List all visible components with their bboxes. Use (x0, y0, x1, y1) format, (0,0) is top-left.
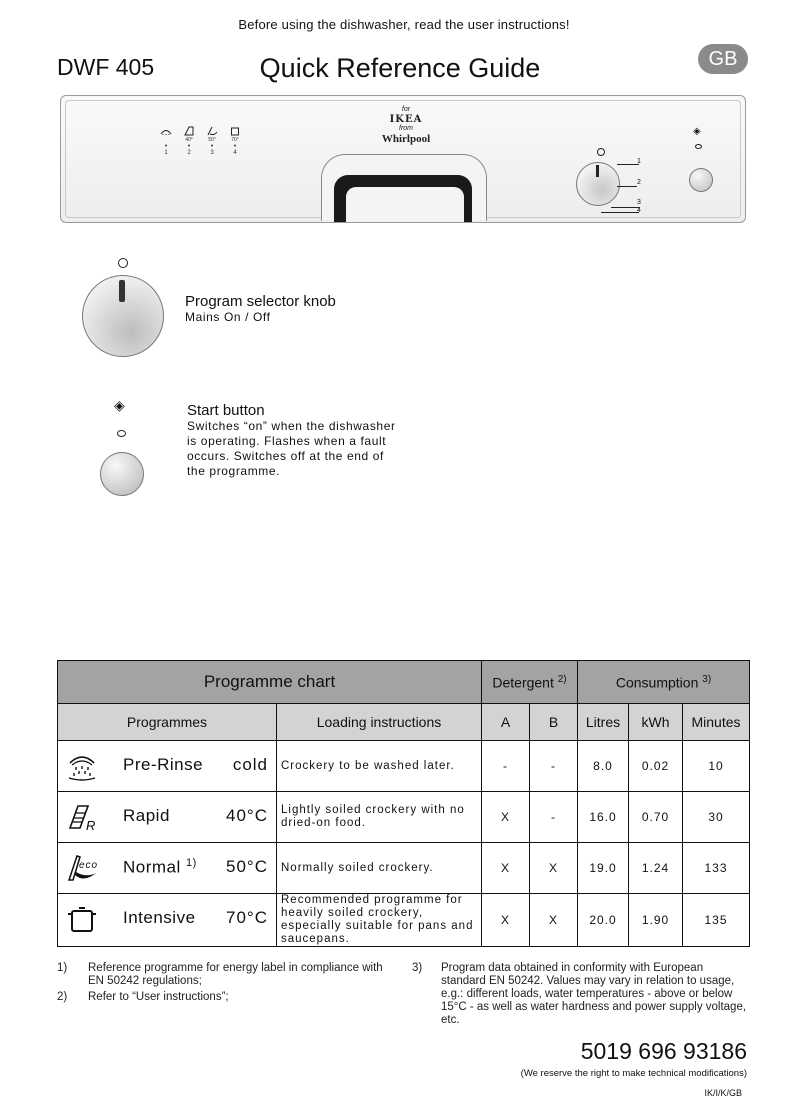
programme-temp: 50°C (226, 857, 268, 876)
selector-knob-small (576, 162, 620, 206)
start-led-small (695, 144, 702, 149)
table-row: eco Normal $^{1)}$ 50°C Normally soiled crockery. X X 19.0 1.24 133 (58, 843, 750, 894)
col-programmes: Programmes (58, 704, 277, 741)
selector-position-3: 3 (637, 199, 641, 206)
programme-temp: cold (232, 755, 268, 774)
knob-legend-title: Program selector knob (185, 293, 336, 310)
start-legend-desc: Switches “on” when the dishwasher is operating. Flashes when a fault occurs. Switches off at the end of the programme. (187, 419, 396, 478)
table-row: R Rapid 40°C Lightly soiled crockery with no dried-on food. X - 16.0 0.70 30 (58, 792, 750, 843)
table-row: Intensive 70°C Recommended programme for heavily soiled crockery, especially suitable for pans and saucepans. X X 20.0 1.90 135 (58, 894, 750, 947)
language-badge: GB (698, 44, 748, 74)
top-note: Before using the dishwasher, read the user instructions! (238, 17, 570, 32)
rapid-icon (180, 126, 198, 137)
chart-header-row (58, 661, 750, 704)
part-number: 5019 696 93186 (580, 1038, 747, 1064)
pot-icon (66, 904, 98, 934)
page-title: Quick Reference Guide (259, 53, 541, 83)
start-symbol-large-icon: ◈ (114, 397, 125, 413)
programme-name: Pre-Rinse (123, 755, 204, 774)
col-a: A (482, 704, 530, 741)
knob-off-marker (118, 258, 128, 268)
rapid-icon (66, 802, 98, 832)
brand-logo: for IKEA from Whirlpool (381, 106, 431, 145)
footnote-3-number: 3) (412, 962, 423, 974)
pot-icon (226, 126, 244, 137)
chart-subheader-row (58, 704, 750, 741)
col-minutes: Minutes (683, 704, 750, 741)
programme-temp: 70°C (226, 908, 268, 927)
off-position-marker (597, 148, 605, 156)
knob-legend-sub: Mains On / Off (185, 310, 271, 324)
programme-temp: 40°C (226, 806, 268, 825)
programme-name: Normal $^{1)}$ (123, 857, 197, 877)
panel-symbol-3: 50° • 3 (203, 126, 221, 156)
programme-cell (58, 741, 277, 792)
reserve-note: (We reserve the right to make technical modifications) (520, 1068, 747, 1079)
eco-icon (66, 853, 98, 883)
selector-position-1: 1 (637, 158, 641, 165)
program-selector-knob (82, 275, 164, 357)
svg-text:R: R (86, 818, 97, 832)
footnote-2: Refer to “User instructions”; (88, 991, 229, 1003)
knob-legend (185, 293, 336, 325)
loading-instruction: Recommended programme for heavily soiled crockery, especially suitable for pans and saucepans. (277, 894, 482, 947)
consumption-header: Consumption $^{3)}$ (578, 661, 750, 704)
loading-instruction: Crockery to be washed later. (277, 741, 482, 792)
chart-title: Programme chart (58, 661, 482, 704)
footnote-3: Program data obtained in conformity with European standard EN 50242. Values may vary in relation to usage, e.g.: different loads, water temperatures - above or below 15°C - as well as water hardness and power supply voltage, etc. (441, 962, 747, 1026)
col-litres: Litres (578, 704, 629, 741)
start-legend (187, 402, 397, 479)
footnote-2-number: 2) (57, 991, 68, 1003)
pre-rinse-icon (157, 126, 175, 137)
table-row: Pre-Rinse cold Crockery to be washed later. - - 8.0 0.02 10 (58, 741, 750, 792)
programme-name: Intensive (123, 908, 196, 927)
col-kwh: kWh (629, 704, 683, 741)
start-led (117, 430, 126, 437)
model-number: DWF 405 (57, 54, 155, 80)
detergent-header: Detergent $^{2)}$ (482, 661, 578, 704)
eco-icon (203, 126, 221, 137)
col-loading: Loading instructions (277, 704, 482, 741)
footnote-1: Reference programme for energy label in compliance with EN 50242 regulations; (88, 962, 383, 987)
start-button-small (689, 168, 713, 192)
selector-position-4: 4 (637, 207, 641, 214)
start-legend-title: Start button (187, 402, 265, 419)
panel-symbol-1: • 1 (157, 126, 175, 156)
loading-instruction: Lightly soiled crockery with no dried-on food. (277, 792, 482, 843)
control-panel-illustration (60, 95, 746, 223)
start-symbol-icon: ◈ (693, 126, 701, 137)
panel-symbol-2: 40° • 2 (180, 126, 198, 156)
start-button-illustration (100, 452, 144, 496)
loading-instruction: Normally soiled crockery. (277, 843, 482, 894)
programme-cell (58, 792, 277, 843)
programme-name: Rapid (123, 806, 170, 825)
pre-rinse-icon (66, 751, 98, 781)
programme-chart (57, 660, 750, 947)
col-b: B (530, 704, 578, 741)
programme-cell (58, 894, 277, 947)
selector-position-2: 2 (637, 179, 641, 186)
svg-text:eco: eco (79, 860, 98, 871)
footnote-1-number: 1) (57, 962, 68, 974)
programme-cell (58, 843, 277, 894)
document-code: IK/I/K/GB (704, 1088, 742, 1098)
door-handle (321, 154, 487, 221)
panel-symbol-4: 70° • 4 (226, 126, 244, 156)
